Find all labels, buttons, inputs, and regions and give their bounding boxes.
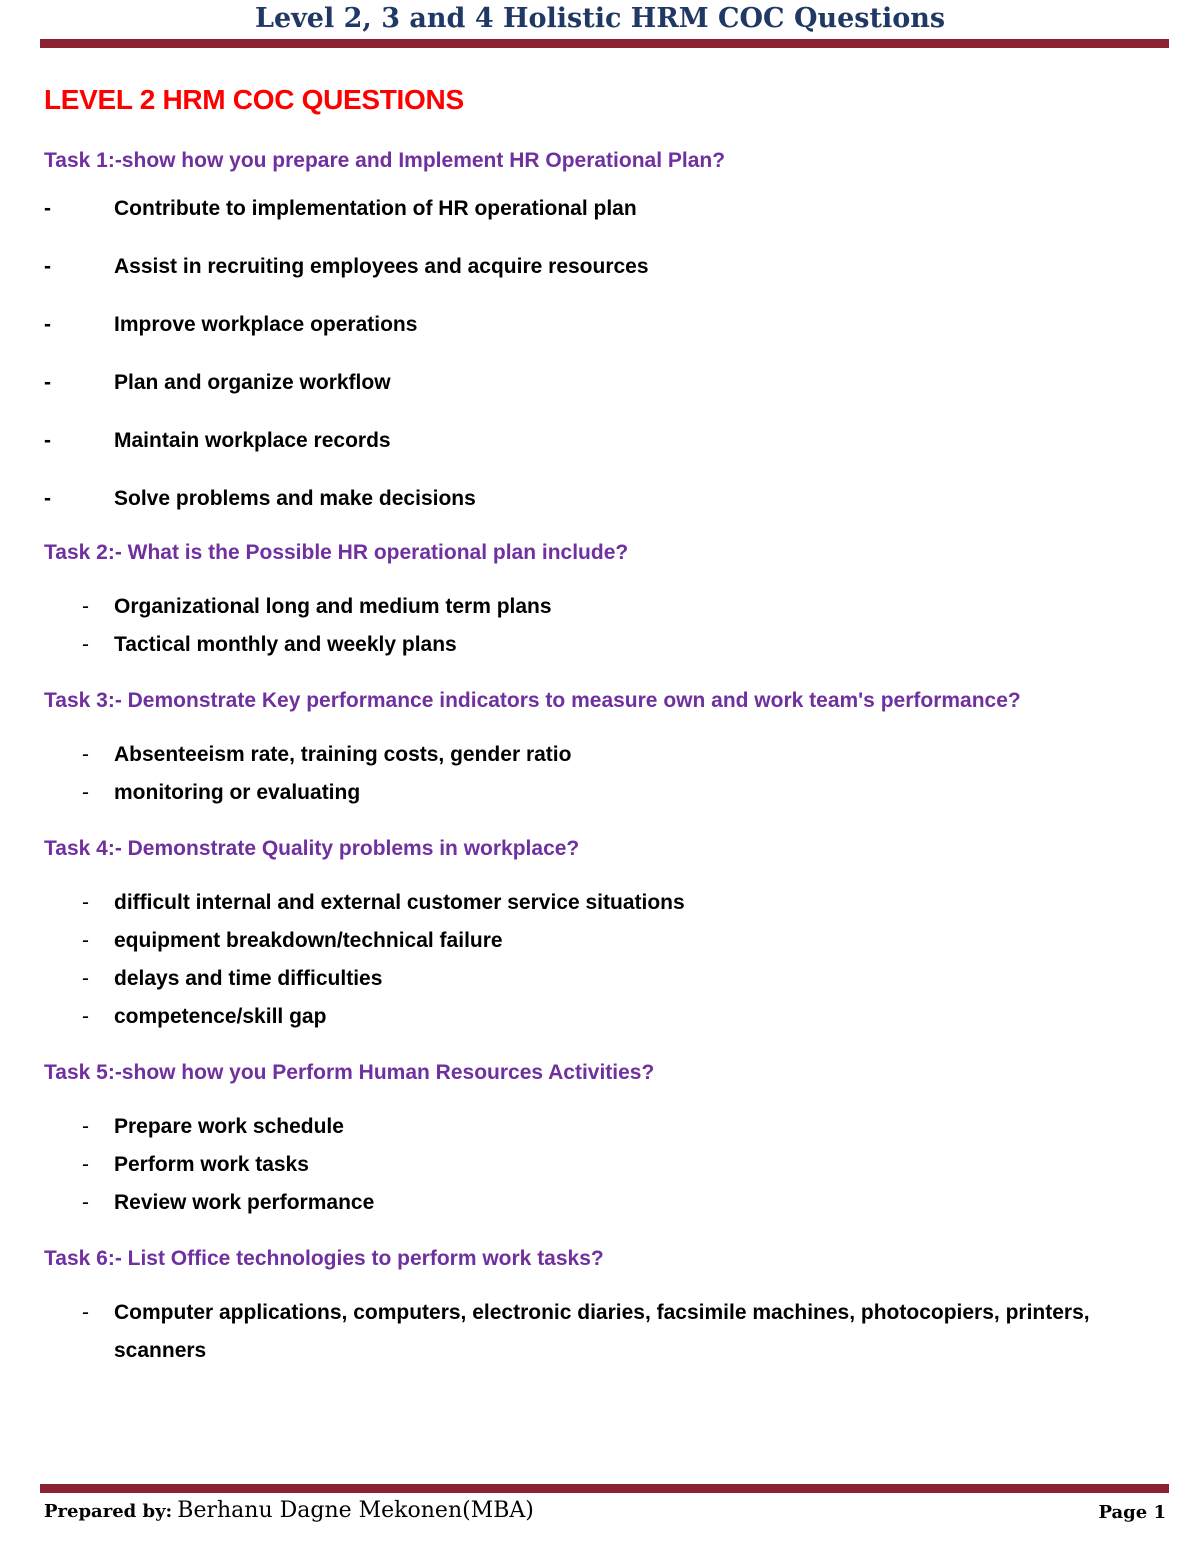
list-item <box>44 480 1169 518</box>
list-item-text: Absenteeism rate, training costs, gender ratio <box>114 743 572 766</box>
list-item <box>44 306 1169 344</box>
list-item-text: Review work performance <box>114 1191 375 1214</box>
list-item-text: monitoring or evaluating <box>114 781 361 804</box>
bullet-dash: - <box>82 1191 89 1214</box>
bullet-dash: - <box>44 197 51 220</box>
task-4-title: Task 4:- Demonstrate Quality problems in workplace? <box>44 837 580 860</box>
task-5-list <box>44 1108 1169 1222</box>
list-item <box>44 884 1169 922</box>
bullet-dash: - <box>82 595 89 618</box>
page-footer <box>44 1498 1166 1534</box>
bullet-dash: - <box>82 1005 89 1028</box>
list-item <box>44 1108 1169 1146</box>
list-item-text: Plan and organize workflow <box>114 371 391 394</box>
list-item-text: Solve problems and make decisions <box>114 487 476 510</box>
page-number: Page 1 <box>1098 1502 1166 1523</box>
list-item <box>44 736 1169 774</box>
bullet-dash: - <box>44 313 51 336</box>
bullet-dash: - <box>82 633 89 656</box>
bullet-dash: - <box>44 371 51 394</box>
list-item-text: Organizational long and medium term plans <box>114 595 552 618</box>
list-item-text: Contribute to implementation of HR operational plan <box>114 197 637 220</box>
list-item <box>44 774 1169 812</box>
prepared-by-label: Prepared by: <box>44 1501 173 1522</box>
author-name: Berhanu Dagne Mekonen(MBA) <box>177 1498 534 1523</box>
bullet-dash: - <box>82 1115 89 1138</box>
main-title: LEVEL 2 HRM COC QUESTIONS <box>44 84 464 115</box>
header-divider <box>40 39 1169 48</box>
list-item-text: Improve workplace operations <box>114 313 418 336</box>
bullet-dash: - <box>44 429 51 452</box>
list-item-text: Perform work tasks <box>114 1153 309 1176</box>
list-item-text: difficult internal and external customer service situations <box>114 891 685 914</box>
bullet-dash: - <box>82 967 89 990</box>
list-item-text: Tactical monthly and weekly plans <box>114 633 457 656</box>
list-item <box>44 422 1169 460</box>
page-header-title: Level 2, 3 and 4 Holistic HRM COC Questions <box>254 3 946 34</box>
footer-prepared-by <box>44 1498 534 1523</box>
bullet-dash: - <box>82 781 89 804</box>
task-5-title: Task 5:-show how you Perform Human Resources Activities? <box>44 1061 655 1084</box>
document-body <box>44 76 1169 1370</box>
bullet-dash: - <box>82 891 89 914</box>
list-item <box>44 626 1169 664</box>
bullet-dash: - <box>82 743 89 766</box>
task-2-list <box>44 588 1169 664</box>
task-3-title: Task 3:- Demonstrate Key performance indicators to measure own and work team's performance? <box>44 689 1021 712</box>
list-item <box>44 1146 1169 1184</box>
bullet-dash: - <box>44 255 51 278</box>
task-6-list <box>44 1294 1169 1370</box>
list-item <box>44 364 1169 402</box>
task-2-title: Task 2:- What is the Possible HR operational plan include? <box>44 541 629 564</box>
task-1-list <box>44 190 1169 518</box>
list-item <box>44 190 1169 228</box>
list-item <box>44 960 1169 998</box>
bullet-dash: - <box>82 1153 89 1176</box>
bullet-dash: - <box>82 929 89 952</box>
list-item-text: delays and time difficulties <box>114 967 383 990</box>
list-item <box>44 922 1169 960</box>
list-item-text: Computer applications, computers, electronic diaries, facsimile machines, photocopiers, printers, scanners <box>114 1301 1090 1362</box>
list-item-text: equipment breakdown/technical failure <box>114 929 503 952</box>
list-item <box>44 248 1169 286</box>
task-6-title: Task 6:- List Office technologies to perform work tasks? <box>44 1247 604 1270</box>
task-4-list <box>44 884 1169 1036</box>
task-3-list <box>44 736 1169 812</box>
list-item <box>44 1294 1169 1370</box>
bullet-dash: - <box>82 1301 89 1324</box>
list-item-text: Maintain workplace records <box>114 429 391 452</box>
list-item-text: Assist in recruiting employees and acquire resources <box>114 255 649 278</box>
list-item-text: Prepare work schedule <box>114 1115 344 1138</box>
task-1-title: Task 1:-show how you prepare and Implement HR Operational Plan? <box>44 149 726 172</box>
footer-divider <box>40 1484 1169 1493</box>
bullet-dash: - <box>44 487 51 510</box>
list-item-text: competence/skill gap <box>114 1005 327 1028</box>
list-item <box>44 998 1169 1036</box>
list-item <box>44 1184 1169 1222</box>
list-item <box>44 588 1169 626</box>
